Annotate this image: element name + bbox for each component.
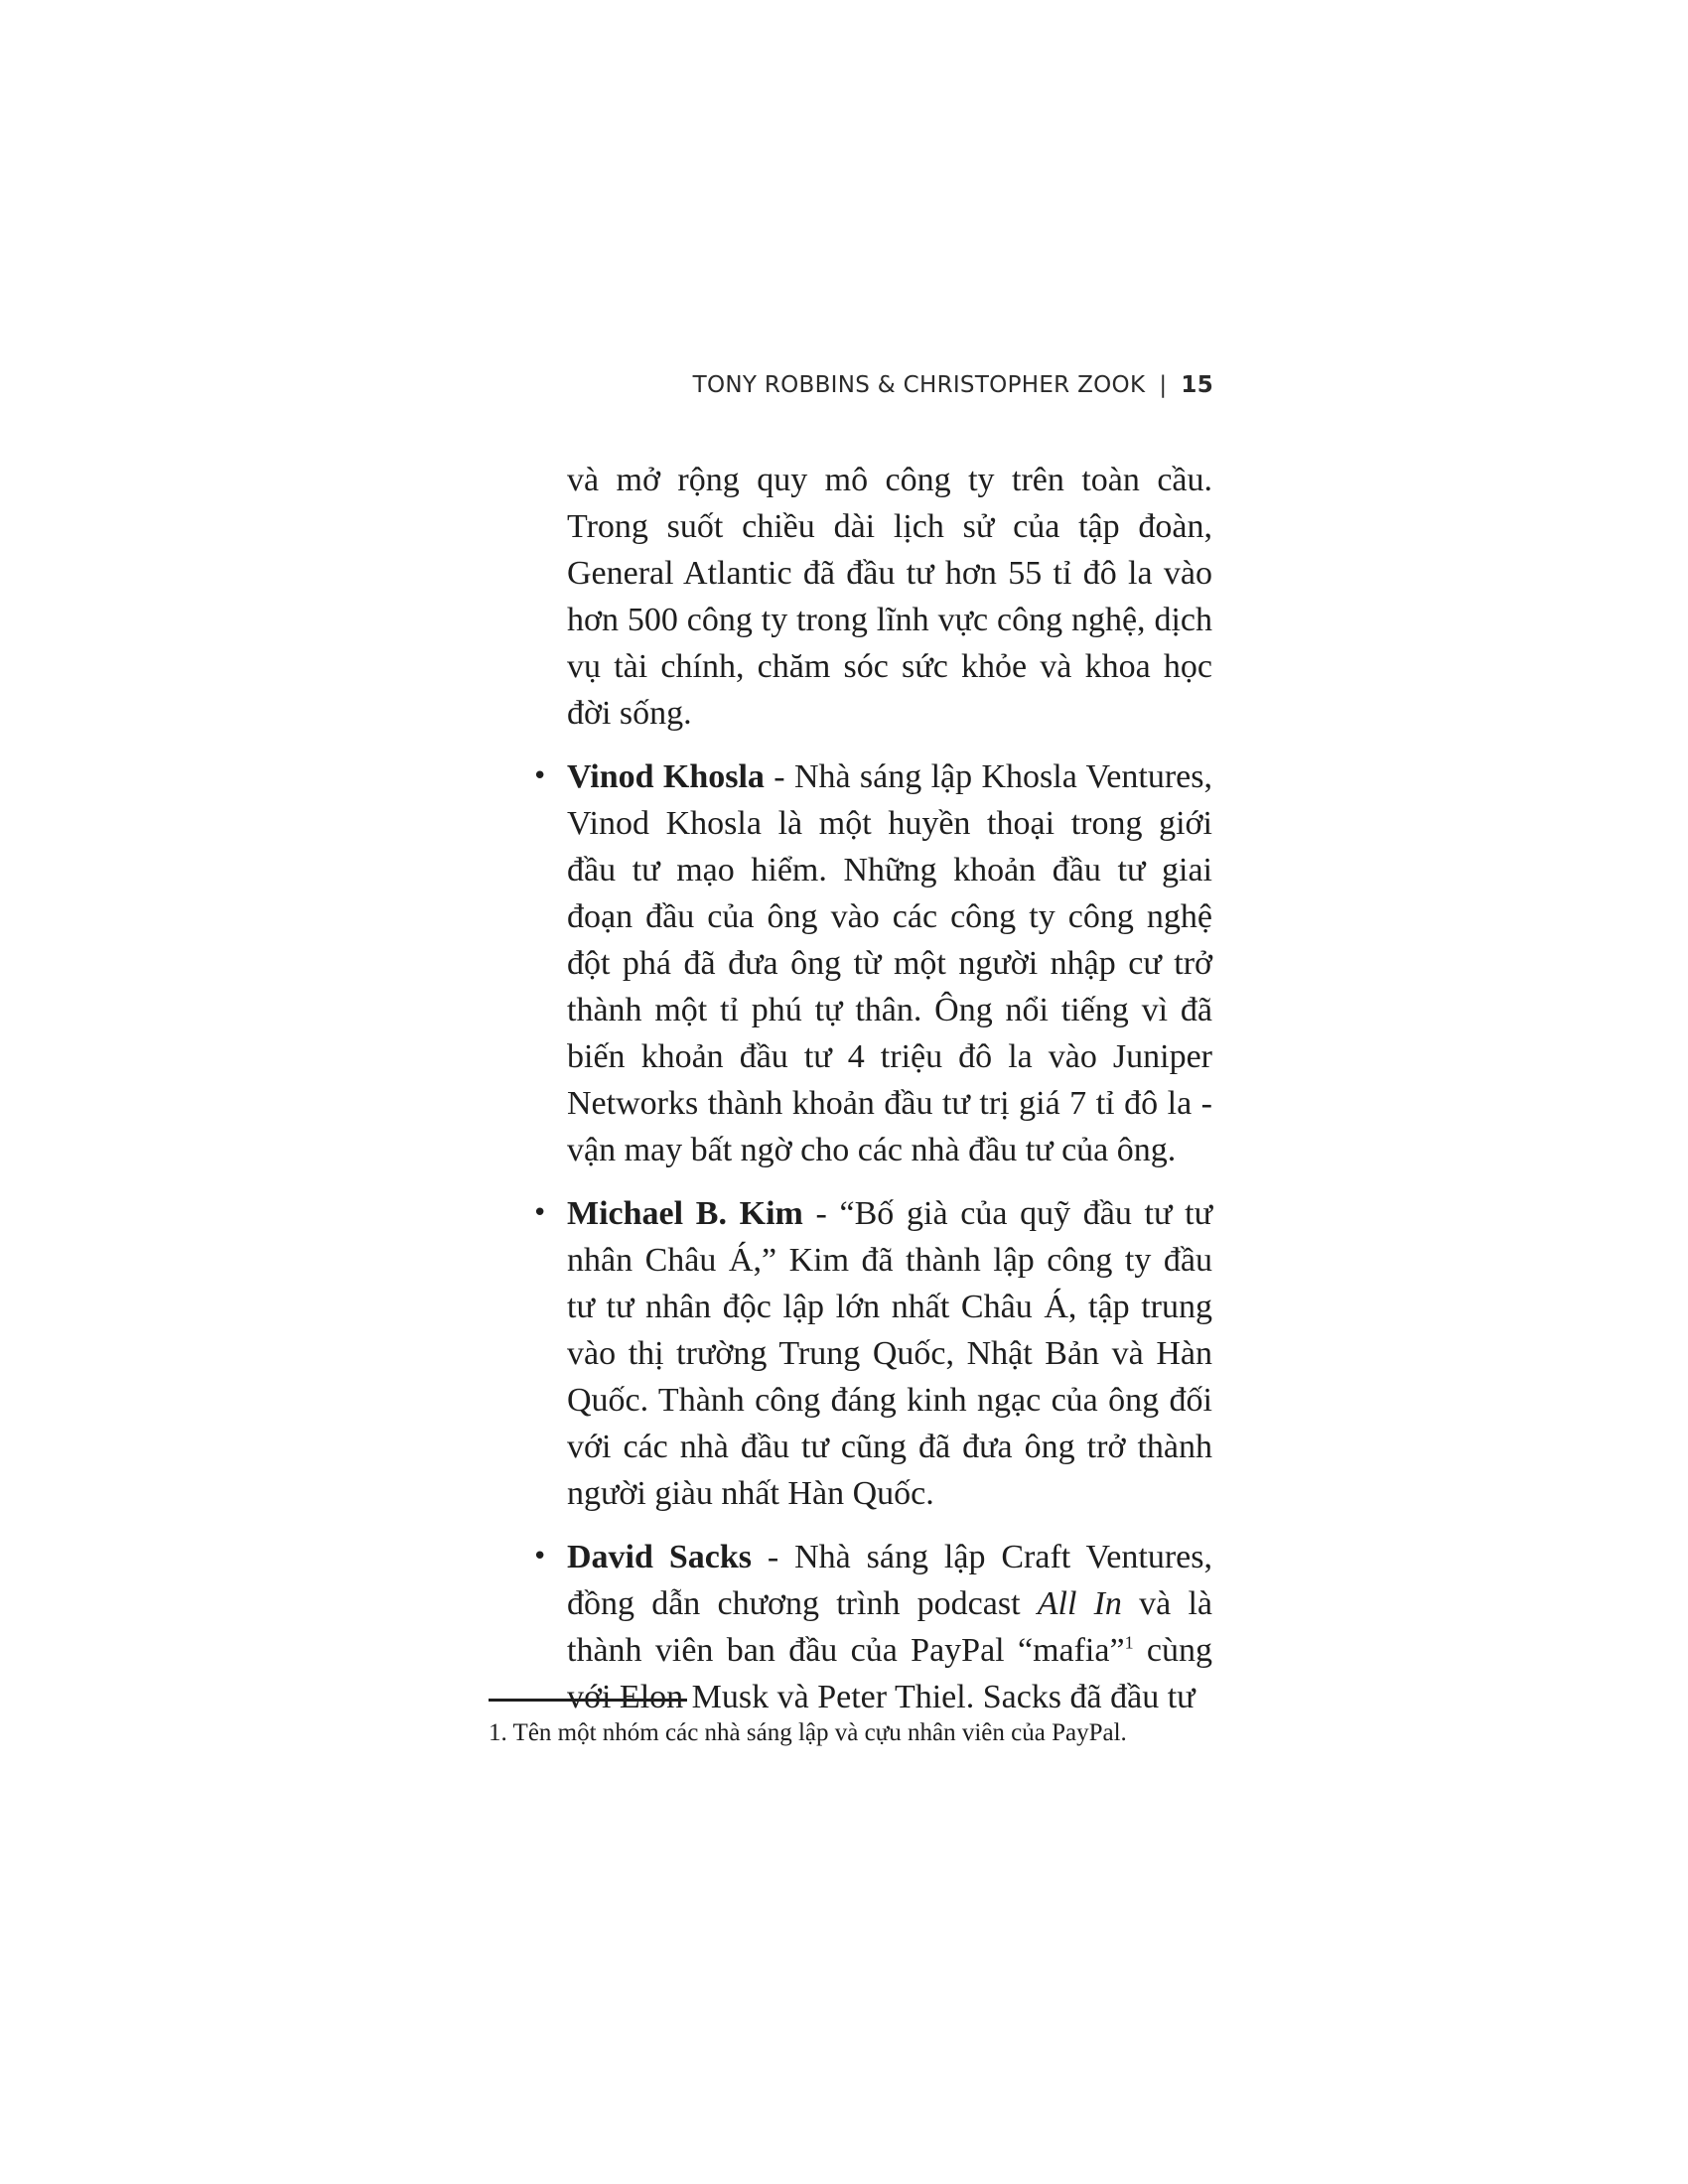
footnote: 1. Tên một nhóm các nhà sáng lập và cựu nhân viên của PayPal. xyxy=(489,1719,1127,1746)
investor-name: David Sacks xyxy=(567,1539,752,1575)
list-item-vinod-khosla xyxy=(532,753,1212,1173)
investor-description-middle: và là thành viên ban đầu của PayPal “mafia” xyxy=(567,1585,1212,1669)
footnote-divider xyxy=(489,1699,687,1702)
investor-description: - Nhà sáng lập Khosla Ventures, Vinod Khosla là một huyền thoại trong giới đầu tư mạo hiểm. Những khoản đầu tư giai đoạn đầu của ông vào các công ty công nghệ đột phá đã đưa ông từ một người nhập cư trở thành một tỉ phú tự thân. Ông nổi tiếng vì đã biến khoản đầu tư 4 triệu đô la vào Juniper Networks thành khoản đầu tư trị giá 7 tỉ đô la - vận may bất ngờ cho các nhà đầu tư của ông. xyxy=(567,758,1212,1168)
bullet-icon: • xyxy=(532,1542,548,1571)
investor-description: - “Bố già của quỹ đầu tư tư nhân Châu Á,” Kim đã thành lập công ty đầu tư tư nhân độc lập lớn nhất Châu Á, tập trung vào thị trường Trung Quốc, Nhật Bản và Hàn Quốc. Thành công đáng kinh ngạc của ông đối với các nhà đầu tư cũng đã đưa ông trở thành người giàu nhất Hàn Quốc. xyxy=(567,1195,1212,1512)
list-item-david-sacks xyxy=(532,1534,1213,1720)
main-text xyxy=(532,457,1213,1720)
investor-name: Vinod Khosla xyxy=(567,758,765,795)
header-authors: TONY ROBBINS & CHRISTOPHER ZOOK xyxy=(692,372,1146,398)
intro-paragraph: và mở rộng quy mô công ty trên toàn cầu. Trong suốt chiều dài lịch sử của tập đoàn, General Atlantic đã đầu tư hơn 55 tỉ đô la vào hơn 500 công ty trong lĩnh vực công nghệ, dịch vụ tài chính, chăm sóc sức khỏe và khoa học đời sống. xyxy=(567,462,1212,732)
investor-description-start: - Nhà sáng lập Craft Ventures, đồng dẫn chương trình podcast xyxy=(567,1539,1212,1622)
footnote-reference: 1 xyxy=(1124,1632,1134,1653)
podcast-title: All In xyxy=(1037,1585,1122,1622)
bullet-icon: • xyxy=(532,1198,548,1228)
investor-list xyxy=(532,753,1213,1720)
running-header xyxy=(0,367,1213,403)
header-separator: | xyxy=(1159,372,1168,398)
investor-name: Michael B. Kim xyxy=(567,1195,803,1232)
bullet-icon: • xyxy=(532,761,548,791)
page-number: 15 xyxy=(1181,372,1213,398)
investor-description-end: cùng với Elon Musk và Peter Thiel. Sacks đã đầu tư xyxy=(567,1632,1213,1715)
list-item-michael-kim xyxy=(532,1190,1212,1517)
